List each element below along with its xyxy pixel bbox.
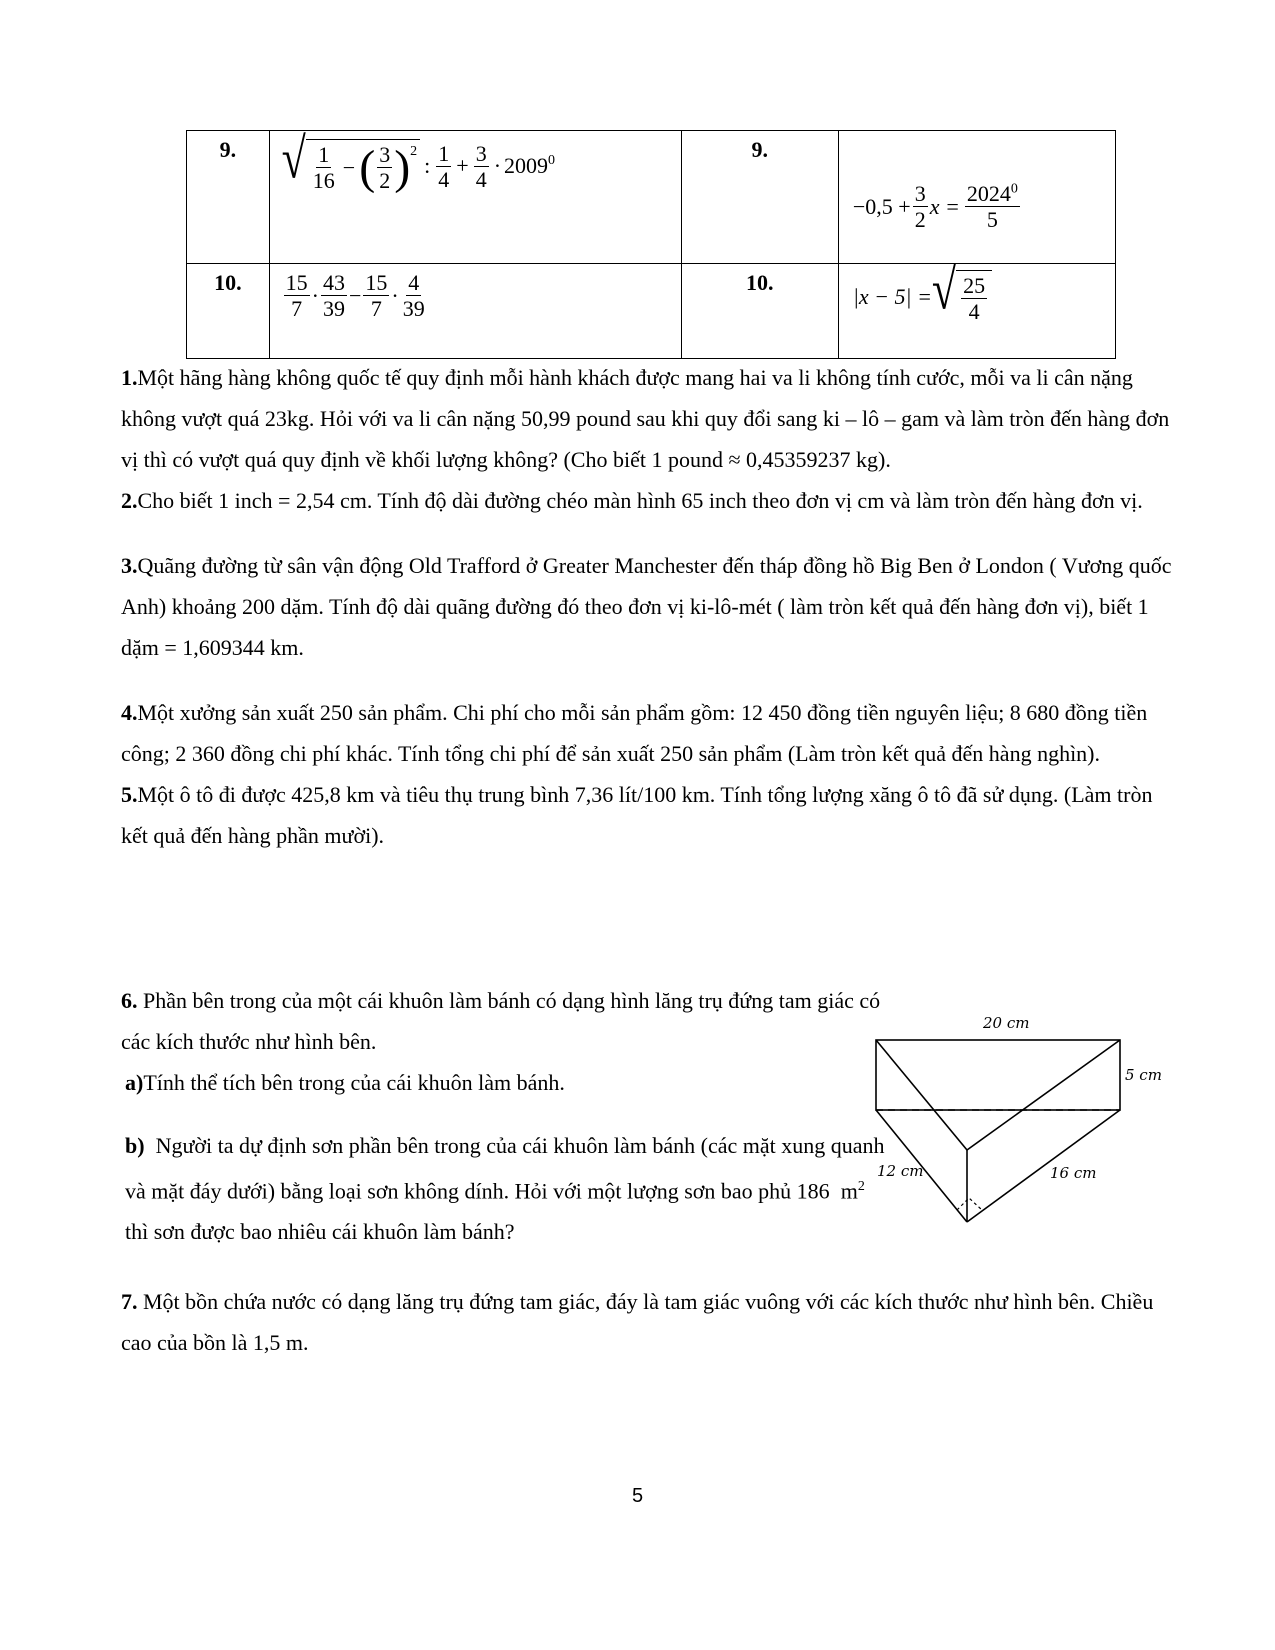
numerator: 15 <box>285 270 308 295</box>
prism-edge <box>967 1040 1120 1150</box>
problem-3 <box>121 545 1181 668</box>
problem-text: Một hãng hàng không quốc tế quy định mỗi hành khách được mang hai va li không tính cước, mỗi va li cân nặng không vượt quá 23kg. Hỏi với va li cân nặng 50,99 pound sau khi quy đổi sang ki – lô – gam và làm tròn đến hàng đơn vị thì có vượt quá quy định về khối lượng không? (Cho biết 1 pound ≈ 0,45359237 kg). <box>121 365 1170 472</box>
numerator: 1 <box>318 142 330 167</box>
problem-4 <box>121 692 1181 774</box>
problem-list <box>121 357 1181 856</box>
expression-9-left <box>281 126 681 194</box>
right-angle-mark <box>957 1198 982 1210</box>
label-side: 5 cm <box>1125 1066 1162 1084</box>
denominator: 39 <box>322 296 345 322</box>
exponent: 0 <box>548 153 556 168</box>
denominator: 4 <box>438 166 450 192</box>
exercise-table <box>186 126 1116 359</box>
problem-text: thì sơn được bao nhiêu cái khuôn làm bánh? <box>125 1219 515 1245</box>
numerator: 15 <box>365 270 388 295</box>
problem-text: Một bồn chứa nước có dạng lăng trụ đứng tam giác, đáy là tam giác vuông với các kích thước như hình bên. Chiều cao của bồn là 1,5 m. <box>121 1289 1154 1355</box>
denominator: 7 <box>370 296 382 322</box>
page-number: 5 <box>631 1485 644 1507</box>
part-label: a) <box>125 1070 144 1095</box>
numerator: 1 <box>438 140 450 166</box>
problem-6b <box>121 1125 891 1252</box>
numerator: 3 <box>914 181 926 206</box>
problem-5 <box>121 774 1181 856</box>
problem-text: Cho biết 1 inch = 2,54 cm. Tính độ dài đường chéo màn hình 65 inch theo đơn vị cm và làm tròn đến hàng đơn vị. <box>137 488 1143 513</box>
denominator: 2 <box>914 207 926 233</box>
expression-cell <box>838 257 1115 359</box>
operator: · <box>311 282 319 308</box>
problem-text: Một ô tô đi được 425,8 km và tiêu thụ trung bình 7,36 lít/100 km. Tính tổng lượng xăng ô tô đã sử dụng. (Làm tròn kết quả đến hàng phần mười). <box>121 782 1153 848</box>
denominator: 7 <box>291 296 303 322</box>
label-right: 16 cm <box>1050 1164 1097 1182</box>
base-number: 2009 <box>504 153 549 179</box>
prism-edge <box>967 1110 1120 1222</box>
problem-1 <box>121 357 1181 480</box>
prism-figure <box>877 1014 1205 1260</box>
row-number: 9. <box>681 131 838 264</box>
numerator: 4 <box>408 270 420 295</box>
problem-7 <box>121 1281 1181 1363</box>
part-label: b) <box>125 1133 145 1158</box>
problem-6a <box>121 1062 891 1103</box>
exponent: 2 <box>857 1179 865 1194</box>
problem-number: 1. <box>121 365 138 390</box>
expression-text: |x − 5| = <box>852 284 932 310</box>
square-root: √ $\frac{1}{16}$ − ( $\frac{3}{2}$ ) $^2$ <box>282 139 421 194</box>
operator: − <box>348 282 362 308</box>
denominator: 4 <box>968 299 980 325</box>
operator: · <box>493 153 502 179</box>
expression-cell <box>269 264 681 359</box>
problem-number: 7. <box>121 1289 138 1314</box>
denominator: 16 <box>312 168 335 194</box>
denominator: 39 <box>402 296 425 322</box>
label-left: 12 cm <box>877 1162 924 1180</box>
table-row <box>187 264 1116 359</box>
expression-cell <box>838 131 1115 264</box>
problem-number: 6. <box>121 988 138 1013</box>
exponent: 0 <box>1010 181 1018 197</box>
row-number: 10. <box>681 264 838 359</box>
operator: − <box>342 154 356 180</box>
problem-text: Tính thể tích bên trong của cái khuôn làm bánh. <box>143 1070 565 1095</box>
label-top: 20 cm <box>983 1014 1030 1032</box>
problem-text: Phần bên trong của một cái khuôn làm bánh có dạng hình lăng trụ đứng tam giác có các kích thước như hình bên. <box>121 988 881 1054</box>
numerator: 3 <box>379 142 391 167</box>
problem-text: Quãng đường từ sân vận động Old Trafford ở Greater Manchester đến tháp đồng hồ Big Ben ở London ( Vương quốc Anh) khoảng 200 dặm. Tính độ dài quãng đường đó theo đơn vị ki-lô-mét ( làm tròn kết quả đến hàng đơn vị), biết 1 dặm = 1,609344 km. <box>121 553 1172 660</box>
problem-2 <box>121 480 1181 521</box>
operator: · <box>391 282 399 308</box>
numerator: 3 <box>475 140 487 166</box>
variable: x = <box>929 193 960 219</box>
expression-10-left <box>282 270 681 322</box>
operator: : <box>424 153 431 179</box>
numerator: 2024 <box>966 181 1011 206</box>
problem-number: 4. <box>121 700 138 725</box>
denominator: 2 <box>379 168 391 194</box>
numerator: 25 <box>963 273 986 298</box>
expression-10-right <box>852 257 1115 325</box>
problem-text: Người ta dự định sơn phần bên trong của cái khuôn làm bánh (các mặt xung quanh và mặt đáy dưới) bằng loại sơn không dính. Hỏi với một lượng sơn bao phủ 186 <box>125 1133 885 1204</box>
operator: + <box>456 153 469 179</box>
problem-6 <box>121 980 891 1252</box>
expression-text: −0,5 + <box>852 193 911 219</box>
square-root: √ $\frac{25}{4}$ <box>932 270 992 325</box>
unit: m <box>840 1178 858 1204</box>
denominator: 4 <box>475 166 487 192</box>
exponent: 2 <box>410 144 418 159</box>
problem-text: Một xưởng sản xuất 250 sản phẩm. Chi phí cho mỗi sản phẩm gồm: 12 450 đồng tiền nguyên liệu; 8 680 đồng tiền công; 2 360 đồng chi phí khác. Tính tổng chi phí để sản xuất 250 sản phẩm (Làm tròn kết quả đến hàng nghìn). <box>121 700 1148 766</box>
row-number: 10. <box>187 264 270 359</box>
problem-number: 5. <box>121 782 138 807</box>
expression-cell <box>269 126 681 264</box>
problem-number: 3. <box>121 553 138 578</box>
denominator: 5 <box>986 207 998 233</box>
prism-top-face <box>876 1040 1120 1110</box>
problem-number: 2. <box>121 488 138 513</box>
table-row <box>187 131 1116 264</box>
row-number: 9. <box>187 131 270 264</box>
numerator: 43 <box>322 270 345 295</box>
expression-9-right <box>853 181 1115 233</box>
